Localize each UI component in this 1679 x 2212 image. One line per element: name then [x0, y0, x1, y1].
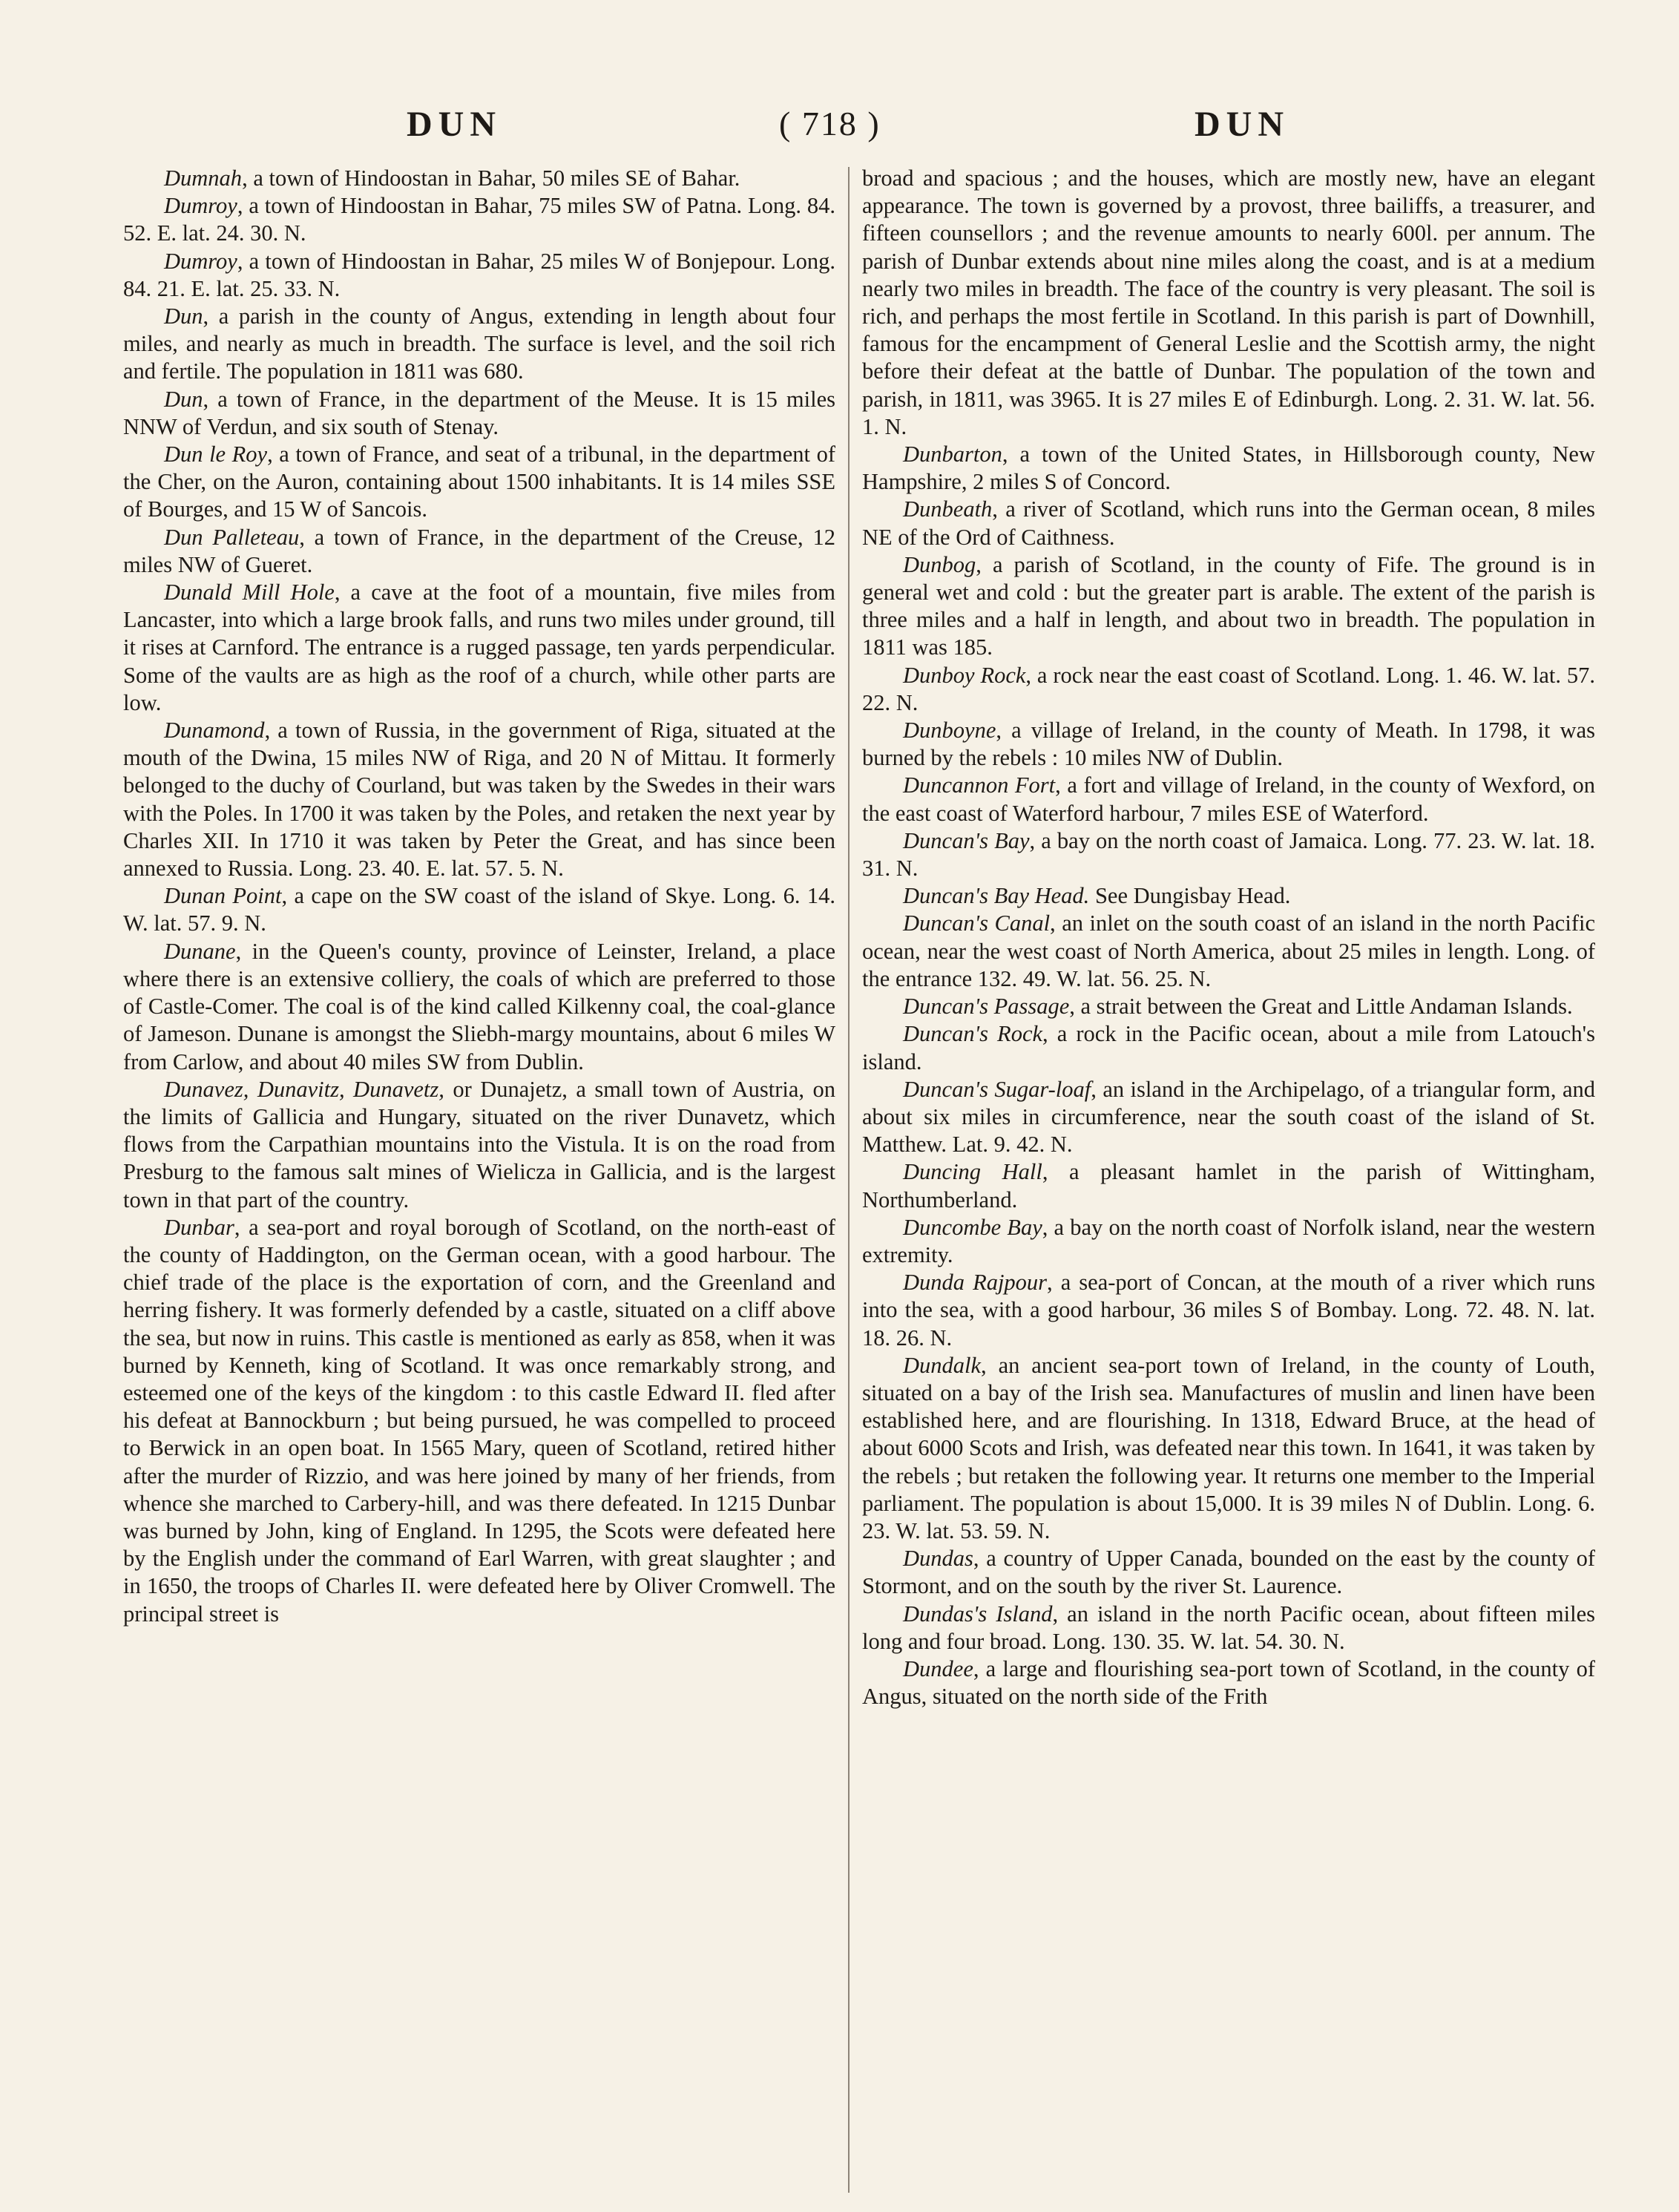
entry-text: , a town of Hindoostan in Bahar, 75 miles SW of Patna. Long. 84. 52. E. lat. 24. 30. N.: [123, 193, 835, 246]
dictionary-entry: [123, 303, 835, 386]
entry-headword: Dunbar: [164, 1214, 234, 1240]
entry-headword: Dundas: [903, 1546, 973, 1572]
entry-headword: Dumroy: [164, 248, 237, 274]
entry-headword: Dunbog: [903, 551, 976, 577]
entry-headword: Dundas's Island: [903, 1601, 1053, 1627]
dictionary-entry: [123, 192, 835, 247]
entry-text: , a town of France, in the department of the Creuse, 12 miles NW of Gueret.: [123, 524, 835, 577]
entry-headword: Dunan Point: [164, 883, 282, 909]
dictionary-entry: [123, 441, 835, 524]
entry-headword: Duncan's Bay Head.: [903, 883, 1090, 909]
entry-headword: Dun le Roy: [164, 442, 268, 467]
entry-text: , in the Queen's county, province of Leinster, Ireland, a place where there is an extensive colliery, the coals of which are preferred to those of Castle-Comer. The coal is of the kind called Kilkenny coal, the coal-glance of Jameson. Dunane is amongst the Sliebh-margy mountains, about 6 miles W from Carlow, and about 40 miles SW from Dublin.: [123, 938, 835, 1074]
entry-text: , a country of Upper Canada, bounded on the east by the county of Stormont, and on the south by the river St. Laurence.: [862, 1546, 1595, 1599]
dictionary-entry: [123, 1214, 835, 1628]
dictionary-entry: [862, 1158, 1595, 1213]
dictionary-entry: [862, 662, 1595, 717]
entry-text: , a cape on the SW coast of the island of Skye. Long. 6. 14. W. lat. 57. 9. N.: [123, 883, 835, 936]
entry-text: , a sea-port of Concan, at the mouth of a river which runs into the sea, with a good harbour, 36 miles S of Bombay. Long. 72. 48. N. lat. 18. 26. N.: [862, 1270, 1595, 1350]
entry-headword: Duncan's Bay: [903, 827, 1030, 853]
dictionary-entry: [123, 938, 835, 1076]
entry-headword: Dunavez, Dunavitz, Dunavetz,: [164, 1076, 444, 1102]
dictionary-entry: [862, 165, 1595, 441]
entry-headword: Dunane: [164, 938, 236, 964]
entry-headword: Dumroy: [164, 193, 237, 219]
left-column: [123, 165, 835, 2198]
dictionary-entry: [862, 1655, 1595, 1710]
entry-text: , a rock near the east coast of Scotland. Long. 1. 46. W. lat. 57. 22. N.: [862, 662, 1595, 715]
entry-headword: Dunboyne: [903, 718, 996, 744]
entry-headword: Duncannon Fort: [903, 772, 1056, 798]
dictionary-entry: [123, 882, 835, 937]
entry-text: or Dunajetz, a small town of Austria, on the limits of Gallicia and Hungary, situated on the river Dunavetz, which flows from the Carpathian mountains into the Vistula. It is on the road from Presburg to the famous salt mines of Wielicza in Gallicia, and is the largest town in that part of the country.: [123, 1076, 835, 1212]
entry-headword: Dunbarton: [903, 442, 1002, 467]
entry-headword: Dundalk: [903, 1352, 982, 1378]
page-number: ( 718 ): [779, 105, 881, 142]
entry-text: , a town of France, and seat of a tribunal, in the department of the Cher, on the Auron, containing about 1500 inhabitants. It is 14 miles SSE of Bourges, and 15 W of Sancois.: [123, 442, 835, 522]
dictionary-entry: [862, 827, 1595, 882]
entry-text: , a bay on the north coast of Norfolk island, near the western extremity.: [862, 1214, 1595, 1267]
entry-text: , a pleasant hamlet in the parish of Wittingham, Northumberland.: [862, 1159, 1595, 1212]
right-column: [862, 165, 1595, 2198]
entry-text: , an inlet on the south coast of an island in the north Pacific ocean, near the west coast of North America, about 25 miles in length. Long. of the entrance 132. 49. W. lat. 56. 25. N.: [862, 910, 1595, 991]
dictionary-entry: [862, 993, 1595, 1020]
dictionary-entry: [862, 496, 1595, 551]
entry-headword: Duncan's Sugar-loaf: [903, 1076, 1091, 1102]
entry-headword: Dunamond: [164, 718, 265, 744]
entry-text: , a town of France, in the department of the Meuse. It is 15 miles NNW of Verdun, and six south of Stenay.: [123, 386, 835, 439]
dictionary-entry: [862, 551, 1595, 662]
entry-text: , a strait between the Great and Little Andaman Islands.: [1069, 994, 1573, 1020]
entry-text: , a river of Scotland, which runs into the German ocean, 8 miles NE of the Ord of Caithness.: [862, 496, 1595, 550]
entry-text: , a rock in the Pacific ocean, about a mile from Latouch's island.: [862, 1021, 1595, 1074]
entry-text: , an ancient sea-port town of Ireland, in the county of Louth, situated on a bay of the Irish sea. Manufactures of muslin and linen have been established here, and are flourishing. In 1318, Edward Bruce, at the head of about 6000 Scots and Irish, was defeated near this town. In 1641, it was taken by the rebels ; but retaken the following year. It returns one member to the Imperial parliament. The population is about 15,000. It is 39 miles N of Dublin. Long. 6. 23. W. lat. 53. 59. N.: [862, 1352, 1595, 1543]
entry-headword: Dunald Mill Hole: [164, 580, 335, 605]
entry-text: , an island in the Archipelago, of a triangular form, and about six miles in circumference, near the south coast of the island of St. Matthew. Lat. 9. 42. N.: [862, 1076, 1595, 1158]
entry-headword: Dunbeath: [903, 496, 993, 522]
entry-text: , a sea-port and royal borough of Scotland, on the north-east of the county of Haddington, on the German ocean, with a good harbour. The chief trade of the place is the exportation of corn, and the Greenland and herring fishery. It was formerly defended by a castle, situated on a cliff above the sea, but now in ruins. This castle is mentioned as early as 858, when it was burned by Kenneth, king of Scotland. It was once remarkably strong, and esteemed one of the keys of the kingdom : to this castle Edward II. fled after his defeat at Bannockburn ; but being pursued, he was compelled to proceed to Berwick in an open boat. In 1565 Mary, queen of Scotland, retired hither after the murder of Rizzio, and was here joined by many of her friends, from whence she marched to Carbery-hill, and was there defeated. In 1215 Dunbar was burned by John, king of England. In 1295, the Scots were defeated here by the English under the command of Earl Warren, with great slaughter ; and in 1650, the troops of Charles II. were defeated here by Oliver Cromwell. The principal street is: [123, 1214, 835, 1627]
entry-text: See Dungisbay Head.: [1089, 883, 1291, 909]
running-head-left: DUN: [407, 105, 502, 144]
dictionary-entry: [123, 1076, 835, 1214]
dictionary-entry: [862, 1545, 1595, 1600]
entry-headword: Dun: [164, 303, 203, 329]
entry-text: , a village of Ireland, in the county of Meath. In 1798, it was burned by the rebels : 10 miles NW of Dublin.: [862, 718, 1595, 771]
entry-headword: Dun Palleteau: [164, 524, 300, 550]
entry-headword: Duncan's Passage: [903, 994, 1070, 1020]
entry-headword: Dumnah: [164, 165, 243, 191]
dictionary-entry: [123, 524, 835, 579]
entry-text: , an island in the north Pacific ocean, about fifteen miles long and four broad. Long. 130. 35. W. lat. 54. 30. N.: [862, 1601, 1595, 1654]
entry-text: , a cave at the foot of a mountain, five miles from Lancaster, into which a large brook falls, and runs two miles under ground, till it rises at Carnford. The entrance is a rugged passage, ten yards perpendicular. Some of the vaults are as high as the roof of a church, while other parts are low.: [123, 580, 835, 715]
entry-headword: Duncombe Bay: [903, 1214, 1042, 1240]
entry-text: , a large and flourishing sea-port town of Scotland, in the county of Angus, situated on the north side of the Frith: [862, 1655, 1595, 1710]
dictionary-entry: [862, 717, 1595, 772]
entry-text: , a town of the United States, in Hillsborough county, New Hampshire, 2 miles S of Concord.: [862, 442, 1595, 495]
entry-headword: Dunda Rajpour: [903, 1270, 1048, 1296]
entry-text: , a town of Hindoostan in Bahar, 25 miles W of Bonjepour. Long. 84. 21. E. lat. 25. 33. N.: [123, 248, 835, 301]
entry-text: , a town of Hindoostan in Bahar, 50 miles SE of Bahar.: [242, 165, 740, 191]
dictionary-entry: [123, 717, 835, 882]
entry-text: , a bay on the north coast of Jamaica. Long. 77. 23. W. lat. 18. 31. N.: [862, 827, 1595, 882]
dictionary-entry: [862, 1214, 1595, 1269]
dictionary-entry: [862, 441, 1595, 496]
entry-headword: Dun: [164, 386, 203, 412]
entry-text: , a parish of Scotland, in the county of Fife. The ground is in general wet and cold : but the greater part is arable. The extent of the parish is three miles and a half in length, and about two in breadth. The population in 1811 was 185.: [862, 551, 1595, 660]
dictionary-entry: [862, 1601, 1595, 1655]
page-header: [0, 104, 1679, 156]
dictionary-entry: [123, 248, 835, 303]
dictionary-entry: [862, 882, 1595, 910]
dictionary-entry: [862, 1269, 1595, 1352]
dictionary-entry: [123, 165, 835, 192]
entry-text: broad and spacious ; and the houses, which are mostly new, have an elegant appearance. The town is governed by a provost, three bailiffs, a treasurer, and fifteen counsellors ; and the revenue amounts to nearly 600l. per annum. The parish of Dunbar extends about nine miles along the coast, and is at a medium nearly two miles in breadth. The face of the country is very pleasant. The soil is rich, and perhaps the most fertile in Scotland. In this parish is part of Downhill, famous for the encampment of General Leslie and the Scottish army, the night before their defeat at the battle of Dunbar. The population of the town and parish, in 1811, was 3965. It is 27 miles E of Edinburgh. Long. 2. 31. W. lat. 56. 1. N.: [862, 165, 1595, 439]
entry-text: , a town of Russia, in the government of Riga, situated at the mouth of the Dwina, 15 miles NW of Riga, and 20 N of Mittau. It formerly belonged to the duchy of Courland, but was taken by the Swedes in their wars with the Poles. In 1700 it was taken by the Poles, and retaken the next year by Charles XII. In 1710 it was taken by Peter the Great, and has since been annexed to Russia. Long. 23. 40. E. lat. 57. 5. N.: [123, 718, 835, 882]
entry-headword: Duncing Hall: [903, 1159, 1042, 1185]
dictionary-entry: [862, 910, 1595, 993]
running-head-right: DUN: [1195, 105, 1289, 144]
entry-headword: Dunboy Rock: [903, 662, 1026, 688]
dictionary-entry: [862, 1076, 1595, 1159]
dictionary-entry: [862, 1352, 1595, 1545]
dictionary-entry: [123, 579, 835, 717]
entry-text: , a fort and village of Ireland, in the county of Wexford, on the east coast of Waterford harbour, 7 miles ESE of Waterford.: [862, 772, 1595, 826]
dictionary-entry: [862, 772, 1595, 827]
dictionary-entry: [123, 386, 835, 441]
entry-headword: Duncan's Canal: [903, 910, 1051, 936]
dictionary-entry: [862, 1020, 1595, 1075]
entry-headword: Dundee: [903, 1655, 973, 1681]
entry-text: , a parish in the county of Angus, extending in length about four miles, and nearly as much in breadth. The surface is level, and the soil rich and fertile. The population in 1811 was 680.: [123, 303, 835, 384]
column-divider: [848, 167, 850, 2193]
entry-headword: Duncan's Rock: [903, 1021, 1043, 1047]
